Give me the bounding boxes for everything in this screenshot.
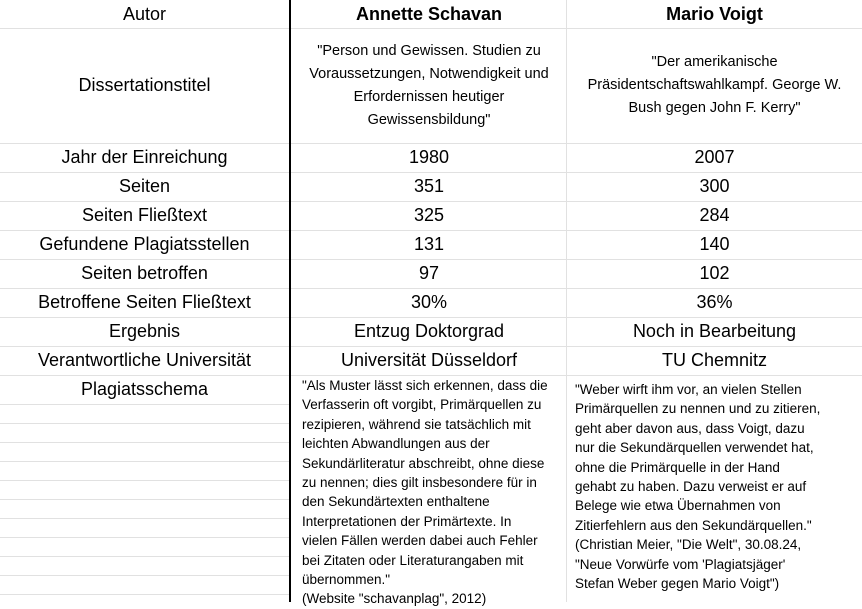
schema-quote-voigt: "Weber wirft ihm vor, an vielen Stellen Primärquellen zu nennen und zu zitieren, geht aber davon aus, dass Voigt, dazu nur die Sekundärquellen verwendet hat, ohne die Primärquelle in der Hand gehabt zu haben. Dazu verweist er auf Belege wie etwa Übernahmen von Zitierfehlern aus den Sekundärquellen." (Christian Meier, "Die Welt", 30.08.24, "Neue Vorwürfe vom 'Plagiatsjäger' Stefan Weber gegen Mario Voigt") — [575, 382, 821, 592]
value-voigt: 284 — [699, 205, 730, 225]
row-label-schema: Plagiatsschema — [80, 379, 209, 399]
row-label: Seiten Fließtext — [81, 205, 208, 225]
value-voigt: 2007 — [694, 147, 735, 167]
title-voigt: "Der amerikanische Präsidentschaftswahlkampf. George W. Bush gegen John F. Kerry" — [587, 54, 842, 116]
value-voigt: 36% — [696, 292, 733, 312]
title-schavan: "Person und Gewissen. Studien zu Voraussetzungen, Notwendigkeit und Erfordernissen heutiger Gewissensbildung" — [309, 42, 549, 128]
gridline — [0, 556, 289, 557]
value-schavan: 351 — [413, 176, 445, 196]
row-label-title: Dissertationstitel — [78, 75, 211, 95]
value-voigt: 102 — [699, 263, 730, 283]
value-schavan: 325 — [413, 205, 445, 225]
row-label: Ergebnis — [108, 321, 181, 341]
value-voigt: 140 — [699, 234, 730, 254]
gridline — [0, 518, 289, 519]
gridline — [0, 423, 289, 424]
value-schavan: 131 — [413, 234, 445, 254]
value-voigt: TU Chemnitz — [661, 350, 768, 370]
gridline — [0, 461, 289, 462]
value-schavan: 97 — [418, 263, 440, 283]
row-label: Betroffene Seiten Fließtext — [38, 292, 251, 312]
value-schavan: 30% — [410, 292, 448, 312]
gridline — [0, 575, 289, 576]
row-label: Jahr der Einreichung — [61, 147, 228, 167]
gridline — [0, 594, 289, 595]
gridline — [0, 404, 289, 405]
gridline — [0, 537, 289, 538]
value-schavan: Universität Düsseldorf — [340, 350, 518, 370]
schema-quote-schavan: "Als Muster lässt sich erkennen, dass die Verfasserin oft vorgibt, Primärquellen zu rezipieren, während sie tatsächlich mit leichten Abwandlungen aus der Sekundärliteratur abschreibt, ohne diese zu nennen; dies gilt insbesondere für in den Sekundärtexten enthaltene Interpretationen der Primärtexte. In vielen Fällen werden dabei auch Fehler bei Zitaten oder Literaturangaben mit übernommen." (Website "schavanplag", 2012) — [302, 378, 548, 607]
header-annette-schavan: Annette Schavan — [355, 3, 503, 24]
row-label: Verantwortliche Universität — [37, 350, 252, 370]
row-label: Gefundene Plagiatsstellen — [39, 234, 250, 254]
value-voigt: Noch in Bearbeitung — [632, 321, 797, 341]
value-schavan: 1980 — [408, 147, 450, 167]
gridline — [0, 480, 289, 481]
row-label: Seiten betroffen — [81, 263, 208, 283]
row-label: Seiten — [118, 176, 171, 196]
value-voigt: 300 — [699, 176, 730, 196]
value-schavan: Entzug Doktorgrad — [353, 321, 505, 341]
header-mario-voigt: Mario Voigt — [666, 3, 763, 24]
gridline — [0, 499, 289, 500]
gridline — [0, 442, 289, 443]
header-label: Autor — [122, 3, 167, 24]
